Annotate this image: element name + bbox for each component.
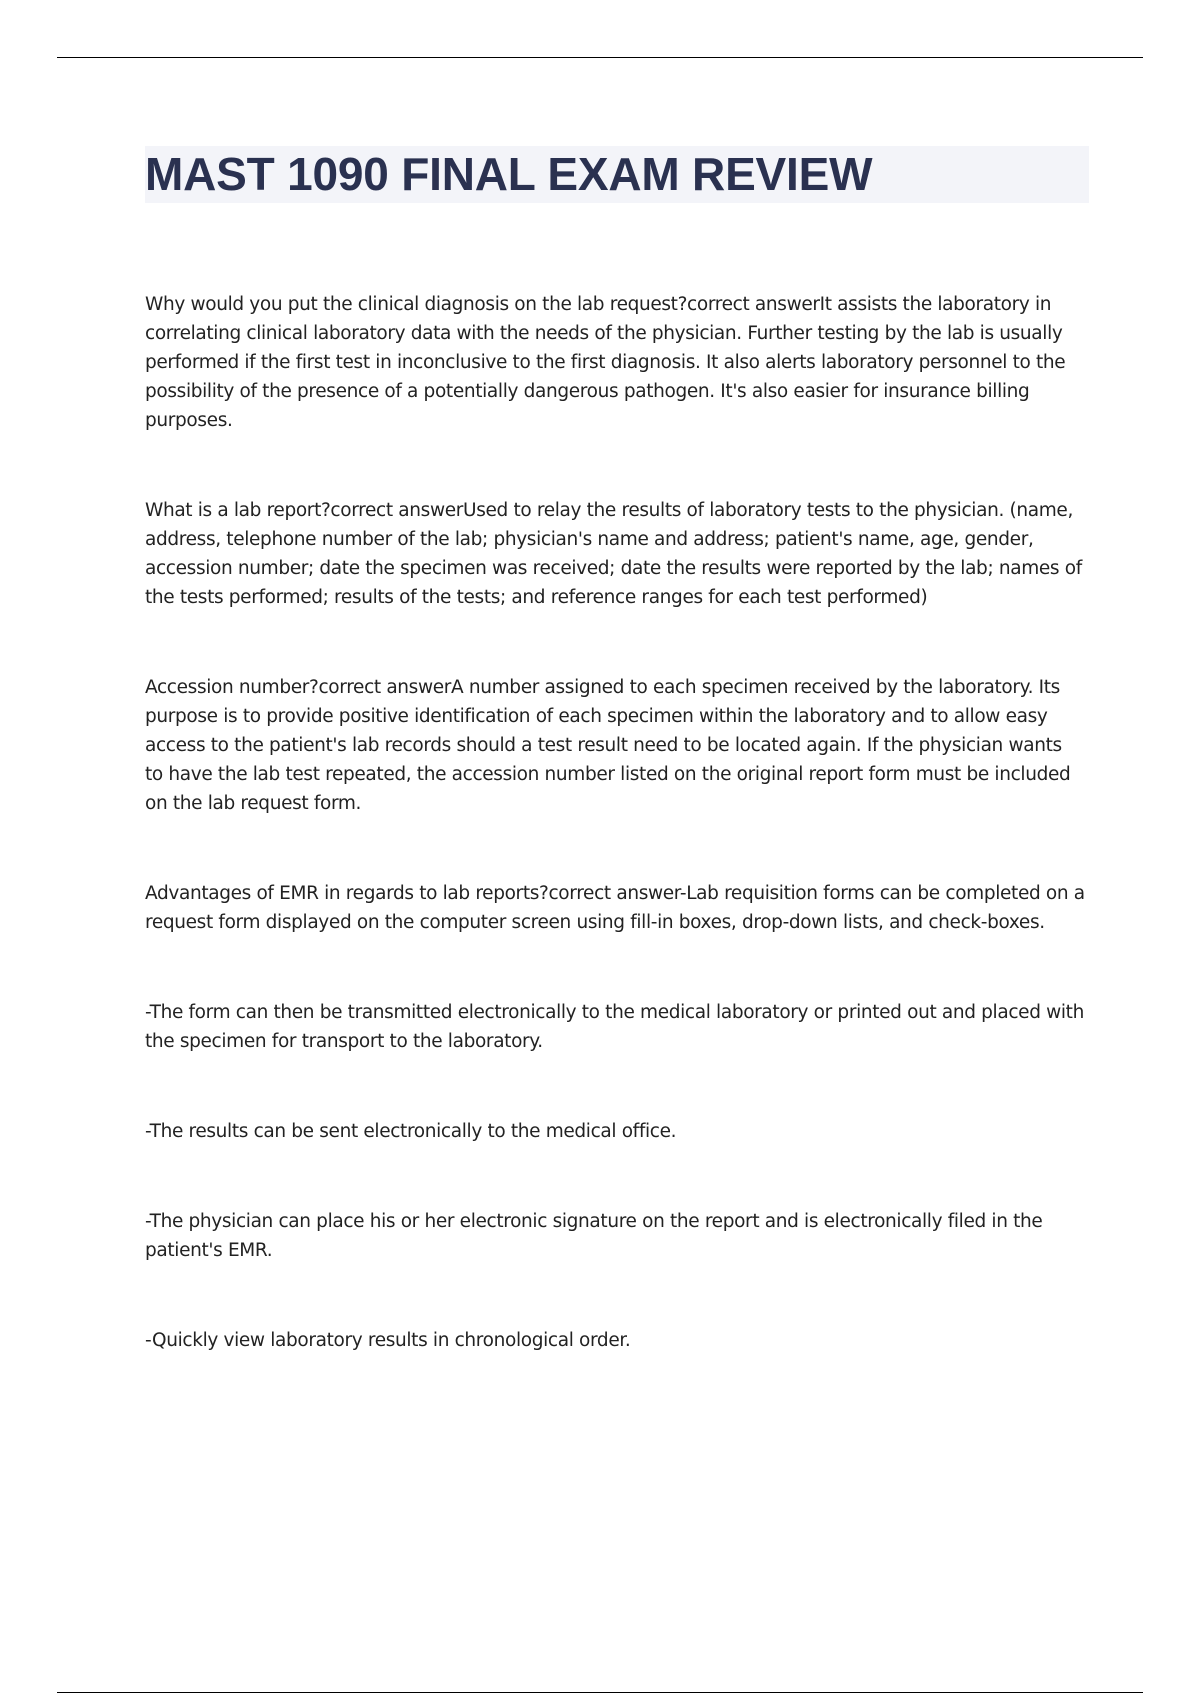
paragraph-lab-report: What is a lab report?correct answerUsed to relay the results of laboratory tests to the physician. (name, address, telephone number of the lab; physician's name and address; patient's name, age, gender, accession number; date the specimen was received; date the results were reported by the lab; names of the tests performed; results of the tests; and reference ranges for each test performed) xyxy=(145,500,1082,608)
paragraph-chronological-view: -Quickly view laboratory results in chronological order. xyxy=(145,1330,631,1351)
paragraph-clinical-diagnosis: Why would you put the clinical diagnosis on the lab request?correct answerIt assists the laboratory in correlating clinical laboratory data with the needs of the physician. Further testing by the lab is usually performed if the first test in inconclusive to the first diagnosis. It also alerts laboratory personnel to the possibility of the presence of a potentially dangerous pathogen. It's also easier for insurance billing purposes. xyxy=(145,294,1066,431)
page-title: MAST 1090 FINAL EXAM REVIEW xyxy=(145,148,873,200)
paragraph-emr-advantages: Advantages of EMR in regards to lab reports?correct answer-Lab requisition forms can be completed on a request form displayed on the computer screen using fill-in boxes, drop-down lists, and check-boxes. xyxy=(145,883,1085,933)
paragraph-transmit-form: -The form can then be transmitted electronically to the medical laboratory or printed out and placed with the specimen for transport to the laboratory. xyxy=(145,1002,1084,1052)
top-rule xyxy=(57,57,1143,58)
paragraph-results-sent: -The results can be sent electronically to the medical office. xyxy=(145,1121,677,1142)
paragraph-electronic-signature: -The physician can place his or her electronic signature on the report and is electronically filed in the patient's EMR. xyxy=(145,1211,1043,1261)
document-body xyxy=(145,290,1085,1355)
paragraph-accession-number: Accession number?correct answerA number assigned to each specimen received by the laboratory. Its purpose is to provide positive identification of each specimen within the laboratory and to allow easy access to the patient's lab records should a test result need to be located again. If the physician wants to have the lab test repeated, the accession number listed on the original report form must be included on the lab request form. xyxy=(145,677,1071,814)
bottom-rule xyxy=(57,1692,1143,1693)
